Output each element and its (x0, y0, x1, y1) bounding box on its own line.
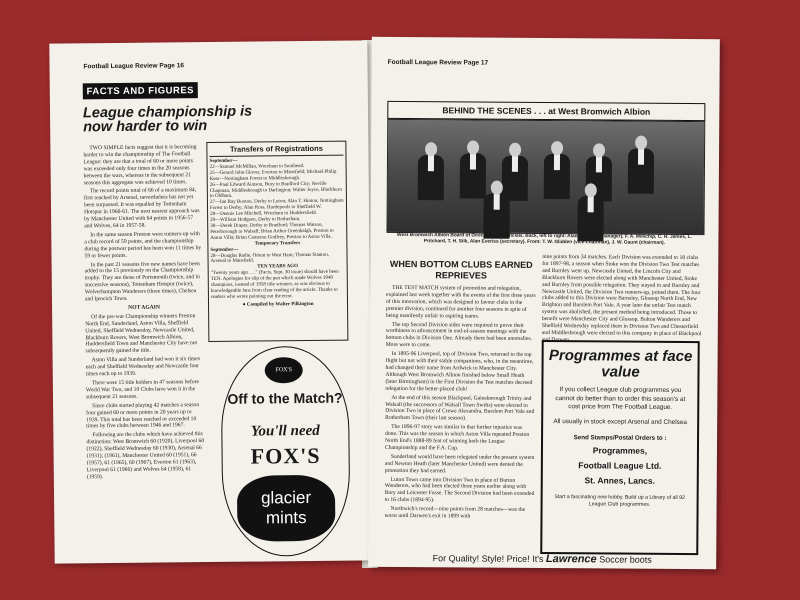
footer-post: Soccer boots (599, 554, 652, 565)
paragraph: At the end of this season Blackpool, Gainsborough Trinity and Walsall (the successors of Walsall Town Swifts) were elected to Division Two in place of Crewe Alexandra, Burslem Port Vale and Rotherham Town (their last season). (385, 394, 535, 422)
address-line: St. Annes, Lancs. (584, 475, 656, 486)
person-figure (628, 136, 654, 194)
transfer-line: 30—Derek Draper, Derby to Bradford; Thomas Watson, Peterborough to Walsall; Brian Arthur Greenhalgh, Preston to Aston Villa; Brian Cameron Godfrey, Preston to Aston Villa. (210, 222, 334, 241)
paragraph: In the past 21 seasons five new names have been added to the 15 previously on the Championship trophy. They are those of Portsmouth (twice, and in successive seasons), Tottenham Hotspur (twice), Wolverhampton Wanderers (three times), Chelsea and Ipswich Town. (84, 260, 200, 303)
paragraph: Aston Villa and Sunderland had won it six times each and Sheffield Wednesday and Newcastle four times each up to 1939. (85, 356, 200, 378)
person-figure (460, 140, 486, 198)
person-figure (483, 181, 509, 239)
transfer-line: "Twenty years ago . . ." (Facts, Sept. 30 issue) should have been TEN. Apologies for slip of the pen which made Wolves 1948 champions, instead of 1958 title winners, as was obvious to knowledgeable fans from clear reading of the article. Thanks to readers who wrote pointing out the error. (210, 269, 339, 300)
paragraph: Of the pre-war Championship winners Preston North End, Sunderland, Aston Villa, Sheffield United, Sheffield Wednesday, Newcastle United, Blackburn Rovers, West Bromwich Albion, Huddersfield Town and Manchester City have not subsequently gained the title. (85, 313, 198, 355)
article-body-left (83, 144, 205, 555)
person-figure (544, 141, 570, 199)
paragraph: Since clubs started playing 42 matches a season four gained 60 or more points in 20 years up to 1939. This total has been reached or exceeded 10 times by five clubs between 1946 and 1967. (86, 401, 200, 430)
page-header-right: Football League Review Page 17 (387, 58, 489, 67)
behind-the-scenes-title: BEHIND THE SCENES . . . at West Bromwich Albion (387, 101, 705, 121)
paragraph: In the same season Preston were runners-up with a club record of 59 points, and the championship during the postwar period has been won 11 times by 59 or fewer points. (84, 230, 202, 259)
paragraph: nine points from 34 matches. Each Division was extended to 18 clubs for 1897-98, a season when Stoke won the Division Two Test matches and Burnley went up. Newcastle United, the Lincoln City and Blackburn Rovers were elected along with Manchester United, Stoke and Burnley from possible relegation. They stayed in and Burnley and Newcastle United, the Division Two runners-up, joined them. The four clubs added to this Division were Barnsley, Glossop North End, New Brighton and Burslem Port Vale. A year later the unfair Test match system was abolished, the present method being introduced. Those to benefit were Manchester City and Glossop. Bolton Wanderers and Sheffield Wednesday replaced them in Division Two and Chesterfield and Middlesbrough were elected to this company in place of Blackpool and Darwen. (541, 253, 702, 344)
ad-line-2: You'll need (250, 422, 320, 440)
paragraph: The 1896-97 story was similar in that further injustice was done. This was the season in which Aston Villa repeated Preston North End's 1888-89 feat of winning both the League Championship and the F.A. Cup. (384, 424, 530, 452)
programmes-heading: Programmes at face value (548, 347, 693, 381)
footer-pre: For Quality! Style! Price! It's (432, 553, 544, 565)
glacier-mints-badge (237, 475, 336, 542)
paragraph: In 1895-96 Liverpool, top of Division Two, returned to the top flight but not with their stable companions, who, in the meantime, had changed their name from Ardwick to Manchester City. Although West Bromwich Albion finished below Small Heath (later Birmingham) in the First Division the Test matches decreed relegation for the better-placed club! (385, 351, 534, 393)
ad-brand: FOX'S (250, 442, 321, 469)
foxs-glacier-mints-advert (220, 346, 350, 557)
board-of-directors-photo (386, 119, 705, 235)
programmes-body: If you collect League club programmes you cannot do better than to order this season's at cost price from The Football League. (555, 386, 686, 411)
foxs-logo-icon: FOX'S (265, 357, 303, 383)
programmes-send: Send Stamps/Postal Orders to : (573, 434, 667, 442)
paragraph: THE TEST MATCH system of promotion and relegation, explained last week together with the events of the first three years of this innovation, which was designed to favour clubs in the premier division, continued for another four seasons in spite of being manifestly unfair to aspiring teams. (385, 284, 536, 320)
left-page (49, 40, 372, 563)
transfer-line: 27—Ian Ray Buxton, Derby to Luton; Alan T. Hinton, Nottingham Forest to Derby; Alan Ross, Hartlepools to Sheffield W. (209, 198, 344, 212)
person-figure (577, 183, 603, 241)
paragraph: There were 15 title holders in 47 seasons before World War Two, and 10 Clubs have won it in the subsequent 21 seasons. (85, 379, 200, 401)
lawrence-boots-advert (384, 552, 700, 566)
subheading: NOT AGAIN (128, 304, 160, 311)
transfers-title: Transfers of Registrations (209, 144, 343, 157)
article-body-right (384, 285, 536, 548)
address-line: Programmes, (592, 445, 648, 456)
paragraph: Following are the clubs which have achieved this distinction: West Bromwich 60 (1920), Liverpool 60 (1922), Sheffield Wednesday 60 (1930), Arsenal 66 (1931); (1961), Manchester United 60 (1951), 66 (1957), 61 (1965), 60 (1967), Everton 61 (1963), Liverpool 61 (1966) and Wolves 64 (1958), 61 (1959). (86, 431, 205, 481)
article-body-right-col2 (541, 253, 703, 344)
transfer-line: 25—Gerard John Glover, Everton to Mansfield; Michael Philip Kear—Nottingham Forest to Middlesbrough. (209, 169, 337, 182)
transfer-line: 26—Paul Edward Aimson, Bury to Bradford City; Neville Chapman, Middlesbrough to Darlington; Walter Joyce, Blackburn to Oldham. (209, 181, 342, 200)
paragraph: Luton Town came into Division Two in place of Burton Wanderers, who had been elected three years earlier along with Bury and Leicester Fosse. The Second Division had been extended to 16 clubs (1894-95). (384, 476, 535, 504)
article-headline-right: WHEN BOTTOM CLUBS EARNED REPRIEVES (389, 258, 533, 281)
paragraph: Northwich's record—nine points from 28 matches—was the worst until Darwen's exit in 1899 with (384, 506, 526, 520)
footer-brand: Lawrence (545, 553, 597, 566)
programmes-advert (540, 340, 699, 555)
transfer-line: 28—Dennis Lee Mitchell, Wrexham to Huddersfield. (210, 211, 317, 218)
compiled-by-credit: ● Compiled by Walter Pilkington (242, 301, 314, 308)
transfer-subheading: Temporary Transfers (254, 240, 301, 247)
paragraph: The record points total of 66 of a maximum 84, first reached by Arsenal, nevertheless has not yet been surpassed. It was equalled by Tottenham Hotspur in 1960-61. The next nearest approach was by Manchester United with 64 points in 1956-57 and Wolves, 64 in 1957-58. (83, 187, 200, 230)
ad-line-1: Off to the Match? (227, 389, 343, 407)
transfer-line: 22—Samuel McMillan, Wrexham to Southend. (209, 163, 305, 170)
right-page (368, 37, 720, 569)
transfer-line: September— (209, 158, 238, 165)
badge-word-1: glacier (260, 487, 312, 508)
paragraph: The top Second Division sides were required to prove their worthiness to advancement in end-of-season meetings with the bottom clubs in Division One. Already there had been anomalies. More were to come. (385, 321, 532, 349)
transfers-list (210, 158, 346, 309)
transfer-line: 28—Douglas Radie, Orient to West Ham; Thomas Stanton, Arsenal to Mansfield. (210, 252, 329, 265)
person-figure (418, 142, 444, 200)
programmes-footnote: Start a fascinating new hobby. Build up a Library of all 92 League Club programmes. (554, 494, 685, 508)
programmes-note: All usually in stock except Arsenal and Chelsea (553, 417, 687, 426)
address-line: Football League Ltd. (578, 460, 662, 471)
badge-word-2: mints (265, 508, 307, 528)
transfers-box (206, 141, 348, 342)
section-banner: FACTS AND FIGURES (83, 82, 198, 99)
paragraph: Sunderland would have been relegated under the present system and Newton Heath (later Manchester United) were denied the promotion they had earned. (384, 453, 535, 474)
page-header-left: Football League Review Page 16 (83, 62, 184, 71)
photo-caption: West Bromwich Albion Board of Directors and Officials. Back, left to right: Alan Ashman (manager), F. A. Millichip, C. H. James, L. Pritchard, T. H. Silk, Alan Everiss (secretary). Front: T. W. Glidden (vice-chairman), J. W. Gaunt (chairman). (397, 232, 692, 246)
paragraph: TWO SIMPLE facts suggest that it is becoming harder to win the championship of The Football League: they are that a total of 60 or more points was exceeded only four times in the 20 seasons between the wars, whereas in the subsequent 21 seasons this aggregate was achieved 10 times. (83, 144, 197, 186)
transfer-line: September— (210, 247, 239, 253)
transfer-line: 29—William Hodgson, Derby to Rotherham. (210, 217, 301, 224)
article-headline: League championship is now harder to win (82, 103, 253, 136)
transfer-subheading: TEN YEARS AGO (257, 264, 298, 270)
